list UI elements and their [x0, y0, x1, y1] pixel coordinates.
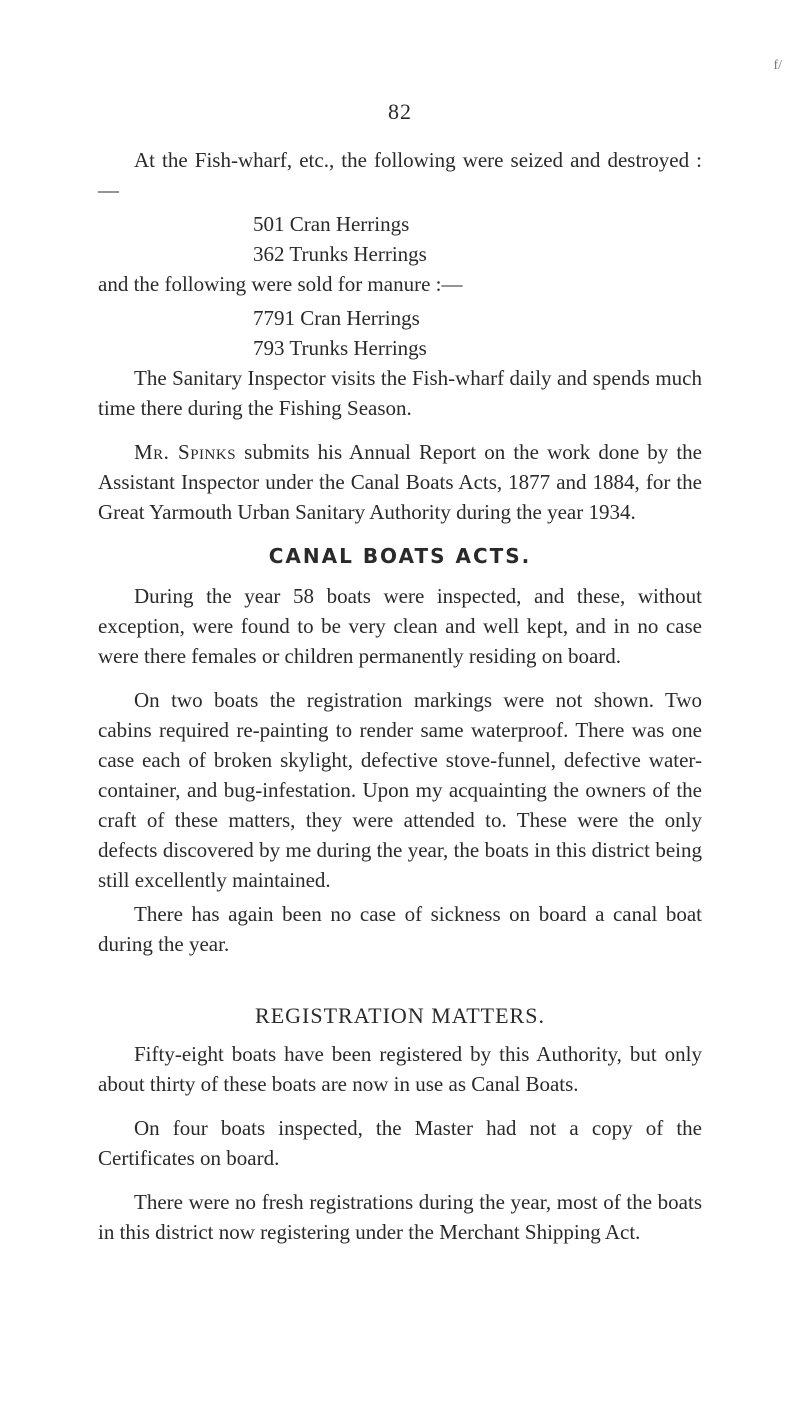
page-content [98, 145, 702, 1247]
page-number: 82 [388, 99, 412, 124]
inspector-paragraph: The Sanitary Inspector visits the Fish-wharf daily and spends much time there during the Fishing Season. [98, 366, 702, 420]
corner-mark: f/ [773, 58, 782, 73]
canal-boats-heading: CANAL BOATS ACTS. [268, 544, 532, 568]
seized-list [98, 209, 702, 269]
registration-paragraph-2: On four boats inspected, the Master had not a copy of the Certificates on board. [98, 1116, 702, 1170]
manure-list [98, 303, 702, 363]
list-item: 362 Trunks Herrings [253, 242, 427, 266]
registration-paragraph-3: There were no fresh registrations during the year, most of the boats in this district now registering under the Merchant Shipping Act. [98, 1190, 702, 1244]
report-text: submits his Annual Report on the work done by the Assistant Inspector under the Canal Boats Acts, 1877 and 1884, for the Great Yarmouth Urban Sanitary Authority during the year 1934. [98, 440, 703, 524]
registration-heading: REGISTRATION MATTERS. [255, 1003, 545, 1028]
canal-boats-paragraph-3: There has again been no case of sickness on board a canal boat during the year. [98, 902, 702, 956]
seized-intro: At the Fish-wharf, etc., the following were seized and destroyed :— [98, 148, 702, 202]
registration-paragraph-1: Fifty-eight boats have been registered by this Authority, but only about thirty of these boats are now in use as Canal Boats. [98, 1042, 702, 1096]
list-item: 793 Trunks Herrings [253, 336, 427, 360]
manure-intro: and the following were sold for manure :— [98, 272, 463, 296]
list-item: 7791 Cran Herrings [253, 306, 420, 330]
canal-boats-paragraph-2: On two boats the registration markings were not shown. Two cabins required re-painting to render same waterproof. There was one case each of broken skylight, defective stove-funnel, defective water-container, and bug-infestation. Upon my acquainting the owners of the craft of these matters, they were attended to. These were the only defects discovered by me during the year, the boats in this district being still excellently maintained. [98, 688, 702, 892]
inspector-name: Mr. Spinks [134, 440, 237, 464]
report-paragraph [98, 437, 702, 527]
list-item: 501 Cran Herrings [253, 212, 410, 236]
canal-boats-paragraph-1: During the year 58 boats were inspected, and these, without exception, were found to be very clean and well kept, and in no case were there females or children permanently residing on board. [98, 584, 702, 668]
